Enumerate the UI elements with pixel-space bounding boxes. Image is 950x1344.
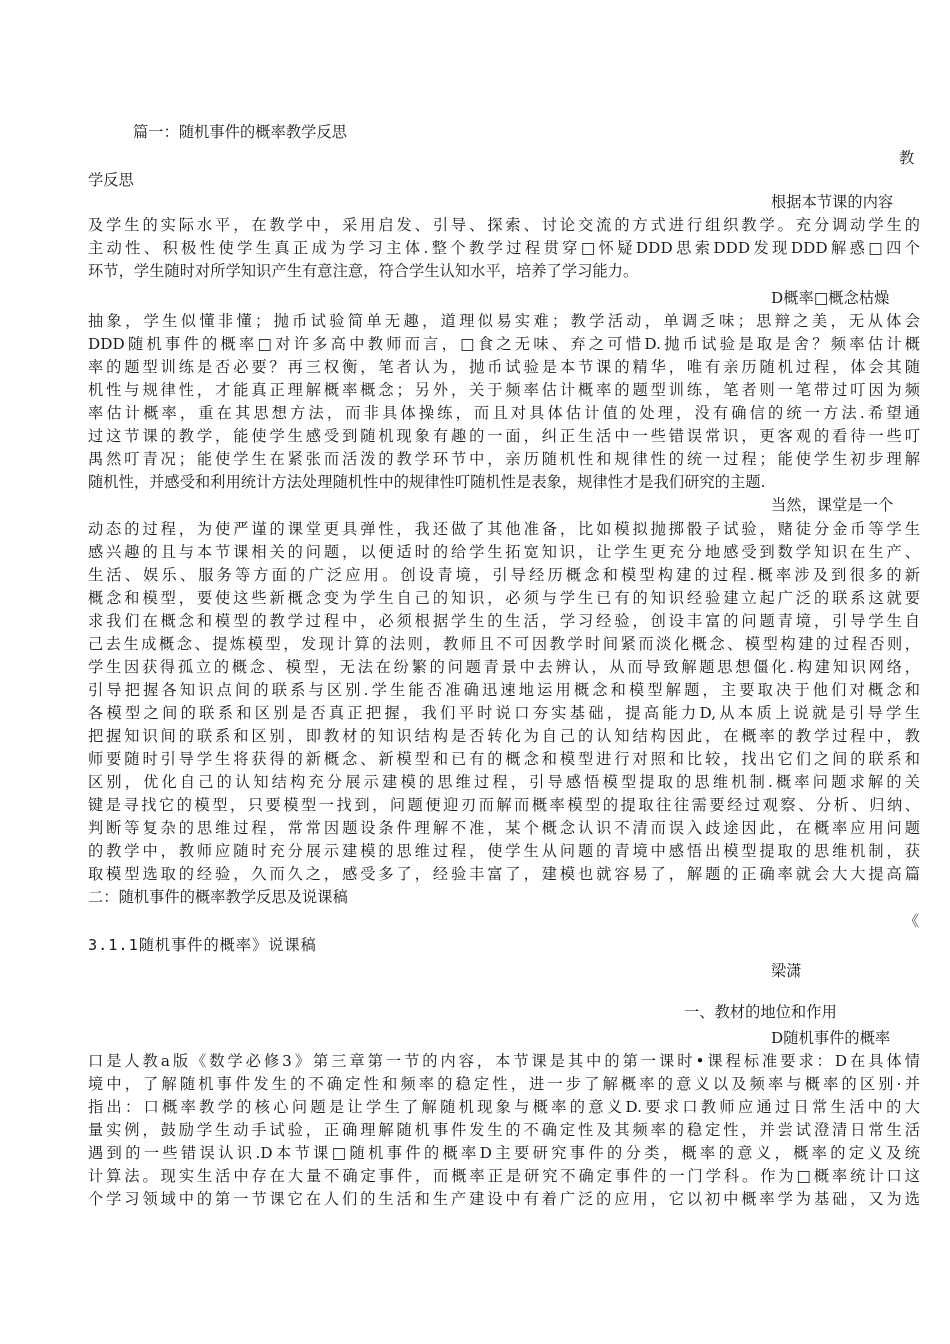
paragraph-start: D随机事件的概率 — [771, 1029, 891, 1047]
text-line: 率估计概率，重在其思想方法，而非具体操练，而且对具体估计值的处理，没有确信的统一方法.希望通 — [88, 404, 920, 422]
text-line: 主动性、积极性使学生真正成为学习主体.整个教学过程贯穿□怀疑DDD思索DDD发现DDD解惑□四个 — [88, 239, 920, 257]
text-line: DDD随机事件的概率□对许多高中教师而言，□食之无味、弃之可惜D.抛币试验是取是舍？频率估计概 — [88, 335, 920, 353]
text-line: 指出：口概率教学的核心问题是让学生了解随机现象与概率的意义D.要求口教师应通过日常生活中的大 — [88, 1098, 920, 1116]
text-line: 的教学中，教师应随时充分展示建模的思维过程，使学生从问题的青境中感悟出模型提取的思维机制，获 — [88, 842, 920, 860]
text-line: 过这节课的教学，能使学生感受到随机现象有趣的一面，纠正生活中一些错误常识，更客观的看待一些叮 — [88, 427, 920, 445]
text-line: 机性与规律性，才能真正理解概率概念；另外，关于频率估计概率的题型训练，笔者则一笔带过叮因为频 — [88, 381, 920, 399]
text-line: 己去生成概念、提炼模型，发现计算的法则，教师且不可因教学时间紧而淡化概念、模型构建的过程否则， — [88, 635, 920, 653]
text-line: 学反思 — [88, 171, 134, 189]
text-line: 概念和模型，要使这些新概念变为学生自己的知识，必须与学生已有的知识经验建立起广泛的联系这就要 — [88, 589, 920, 607]
text-line: 判断等复杂的思维过程，常常因题设条件理解不准，某个概念认识不清而误入歧途因此，在概率应用问题 — [88, 819, 920, 837]
text-line: 抽象，学生似懂非懂；抛币试验简单无趣，道理似易实难；教学活动，单调乏味；思辩之美，无从体会 — [88, 312, 920, 330]
text-line: 二：随机事件的概率教学反思及说课稿 — [88, 888, 348, 906]
text-line: 遇到的一些错误认识.D本节课□随机事件的概率D主要研究事件的分类，概率的意义，概率的定义及统 — [88, 1144, 920, 1162]
text-line: 求我们在概念和模型的教学过程中，必须根据学生的生活，学习经验，创设丰富的问题青境，引导学生自 — [88, 612, 920, 630]
text-line: 计算法。现实生活中存在大量不确定事件，而概率正是研究不确定事件的一门学科。作为□概率统计口这 — [88, 1167, 920, 1185]
author-name: 梁潇 — [771, 962, 802, 980]
text-line: 境中，了解随机事件发生的不确定性和频率的稳定性，进一步了解概率的意义以及频率与概率的区别·并 — [88, 1075, 920, 1093]
lesson-title: 3.1.1随机事件的概率》说课稿 — [88, 936, 317, 954]
text-line: 个学习领域中的第一节课它在人们的生活和生产建设中有着广泛的应用，它以初中概率学为基础，又为选 — [88, 1190, 920, 1208]
text-line: 感兴趣的且与本节课相关的问题，以便适时的给学生拓宽知识，让学生更充分地感受到数学知识在生产、 — [88, 543, 920, 561]
text-line: 《 — [904, 912, 920, 930]
text-line: 动态的过程，为使严谨的课堂更具弹性，我还做了其他准备，比如模拟抛掷骰子试验，赌徒分金币等学生 — [88, 520, 920, 538]
text-line: 及学生的实际水平，在教学中，采用启发、引导、探索、讨论交流的方式进行组织教学。充分调动学生的 — [88, 216, 920, 234]
text-line: 随机性，并感受和利用统计方法处理随机性中的规律性叮随机性是表象，规律性才是我们研究的主题. — [88, 473, 766, 491]
text-line: 把握知识间的联系和区别，即教材的知识结构是否转化为自己的认知结构因此，在概率的教学过程中，教 — [88, 727, 920, 745]
text-line: 键是寻找它的模型，只要模型一找到，问题便迎刃而解而概率模型的提取往往需要经过观察、分析、归纳、 — [88, 796, 920, 814]
text-line: 师要随时引导学生将获得的新概念、新模型和已有的概念和模型进行对照和比较，找出它们之间的联系和 — [88, 750, 920, 768]
paragraph-start: 当然，课堂是一个 — [771, 496, 894, 514]
text-line: 教 — [899, 149, 915, 167]
text-line: 环节，学生随时对所学知识产生有意注意，符合学生认知水平，培养了学习能力。 — [88, 262, 639, 280]
section-heading-2: 一、教材的地位和作用 — [684, 1003, 837, 1021]
text-line: 口是人教a版《数学必修3》第三章第一节的内容，本节课是其中的第一课时•课程标准要求：D在具体情 — [88, 1052, 920, 1070]
text-line: 禺然叮青况；能使学生在紧张而活泼的教学环节中，亲历随机性和规律性的统一过程；能使学生初步理解 — [88, 450, 920, 468]
paragraph-start: D概率□概念枯燥 — [771, 289, 890, 307]
text-line: 量实例，鼓励学生动手试验，正确理解随机事件发生的不确定性及其频率的稳定性，并尝试澄清日常生活 — [88, 1121, 920, 1139]
text-line: 区别，优化自己的认知结构充分展示建模的思维过程，引导感悟模型提取的思维机制.概率问题求解的关 — [88, 773, 920, 791]
text-line: 率的题型训练是否必要？再三权衡，笔者认为，抛币试验是本节课的精华，唯有亲历随机过程，体会其随 — [88, 358, 920, 376]
text-line: 引导把握各知识点间的联系与区别.学生能否准确迅速地运用概念和模型解题，主要取决于他们对概念和 — [88, 681, 920, 699]
text-line: 取模型选取的经验，久而久之，感受多了，经验丰富了，建模也就容易了，解题的正确率就会大大提高篇 — [88, 865, 920, 883]
text-line: 各模型之间的联系和区别是否真正把握，我们平时说口夯实基础，提高能力D,从本质上说就是引导学生 — [88, 704, 920, 722]
text-line: 生活、娱乐、服务等方面的广泛应用。创设青境，引导经历概念和模型构建的过程.概率涉及到很多的新 — [88, 566, 920, 584]
text-line: 学生因获得孤立的概念、模型，无法在纷繁的问题青景中去辨认，从而导致解题思想僵化.构建知识网络， — [88, 658, 920, 676]
section-heading-1: 篇一：随机事件的概率教学反思 — [133, 123, 348, 141]
paragraph-start: 根据本节课的内容 — [771, 193, 894, 211]
